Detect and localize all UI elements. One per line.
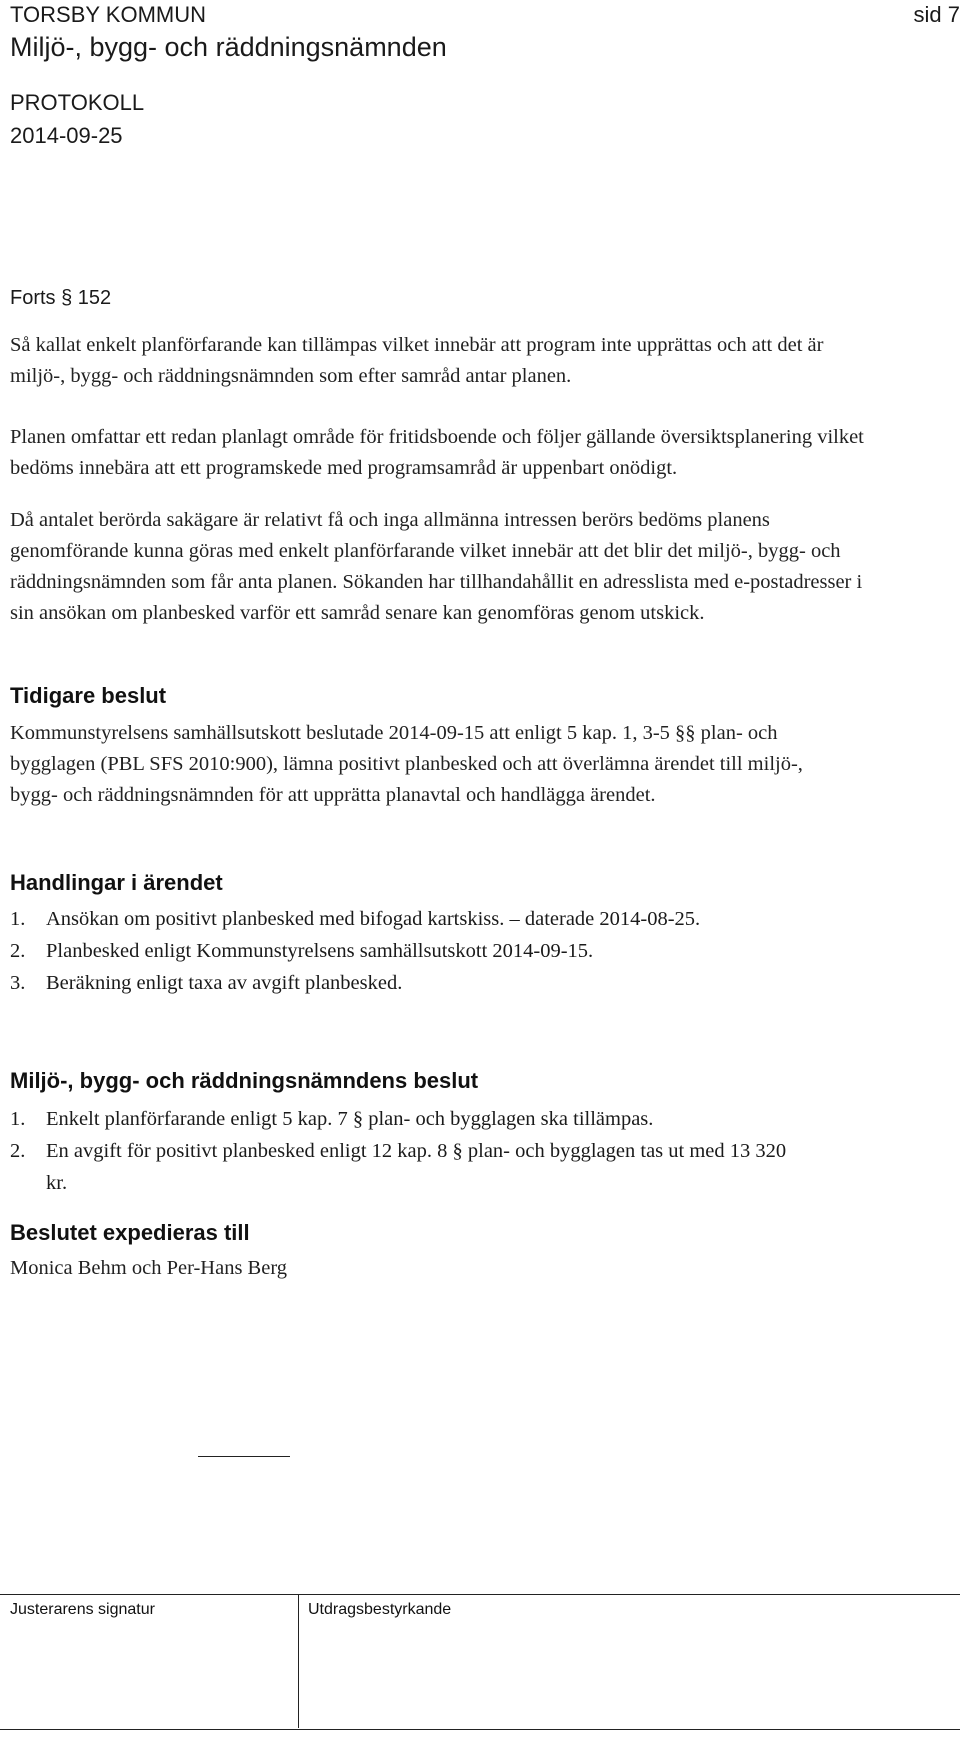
extract-certification-label: Utdragsbestyrkande bbox=[308, 1601, 452, 1618]
continuation-label: Forts § 152 bbox=[10, 287, 112, 309]
list-item-number: 1. bbox=[10, 908, 26, 930]
section-heading-previous-decision: Tidigare beslut bbox=[10, 683, 167, 708]
signature-line bbox=[198, 1456, 290, 1457]
list-item-text: Beräkning enligt taxa av avgift planbesked. bbox=[46, 972, 403, 994]
list-item bbox=[10, 967, 960, 999]
list-item-number: 3. bbox=[10, 972, 26, 994]
section-heading-distribution: Beslutet expedieras till bbox=[10, 1220, 250, 1245]
section-heading-documents: Handlingar i ärendet bbox=[10, 870, 223, 895]
document-date: 2014-09-25 bbox=[10, 123, 123, 148]
list-item-number: 2. bbox=[10, 1140, 26, 1162]
board-name: Miljö-, bygg- och räddningsnämnden bbox=[10, 32, 447, 62]
list-item bbox=[10, 903, 960, 935]
list-item-text: En avgift för positivt planbesked enligt 12 kap. 8 § plan- och bygglagen tas ut med 13 320 kr. bbox=[46, 1140, 787, 1194]
intro-paragraph-3: Då antalet berörda sakägare är relativt få och inga allmänna intressen berörs bedöms planens genomförande kunna göras med enkelt planförfarande vilket innebär att det blir det miljö-, bygg- och räddningsnämnden som får anta planen. Sökanden har tillhandahållit en adresslista med e-postadresser i sin ansökan om planbesked varför ett samråd senare kan genomföras genom utskick. bbox=[10, 509, 863, 624]
list-item-text: Ansökan om positivt planbesked med bifogad kartskiss. – daterade 2014-08-25. bbox=[46, 908, 701, 930]
list-item bbox=[10, 1103, 810, 1135]
distribution-recipients: Monica Behm och Per-Hans Berg bbox=[10, 1257, 288, 1279]
intro-paragraph-1: Så kallat enkelt planförfarande kan tillämpas vilket innebär att program inte upprättas och att det är miljö-, bygg- och räddningsnämnden som efter samråd antar planen. bbox=[10, 334, 824, 387]
adjuster-signature-label: Justerarens signatur bbox=[10, 1601, 155, 1618]
list-item-text: Planbesked enligt Kommunstyrelsens samhällsutskott 2014-09-15. bbox=[46, 940, 594, 962]
footer-divider bbox=[298, 1594, 299, 1728]
list-item-number: 2. bbox=[10, 940, 26, 962]
documents-list bbox=[10, 903, 960, 999]
list-item-text: Enkelt planförfarande enligt 5 kap. 7 § plan- och bygglagen ska tillämpas. bbox=[46, 1108, 654, 1130]
document-type: PROTOKOLL bbox=[10, 90, 145, 115]
decision-list bbox=[10, 1103, 810, 1199]
intro-paragraph-2: Planen omfattar ett redan planlagt område för fritidsboende och följer gällande översiktsplanering vilket bedöms innebära att ett programskede med programsamråd är uppenbart onödigt. bbox=[10, 426, 864, 479]
list-item bbox=[10, 1135, 810, 1199]
organization-name: TORSBY KOMMUN bbox=[10, 2, 206, 27]
list-item bbox=[10, 935, 960, 967]
page-number: sid 7 bbox=[913, 2, 960, 27]
section-heading-board-decision: Miljö-, bygg- och räddningsnämndens beslut bbox=[10, 1068, 479, 1093]
list-item-number: 1. bbox=[10, 1108, 26, 1130]
previous-decision-text: Kommunstyrelsens samhällsutskott beslutade 2014-09-15 att enligt 5 kap. 1, 3-5 §§ plan- och bygglagen (PBL SFS 2010:900), lämna positivt planbesked och att överlämna ärendet till miljö-, bygg- och räddningsnämnden för att upprätta planavtal och handlägga ärendet. bbox=[10, 722, 803, 806]
